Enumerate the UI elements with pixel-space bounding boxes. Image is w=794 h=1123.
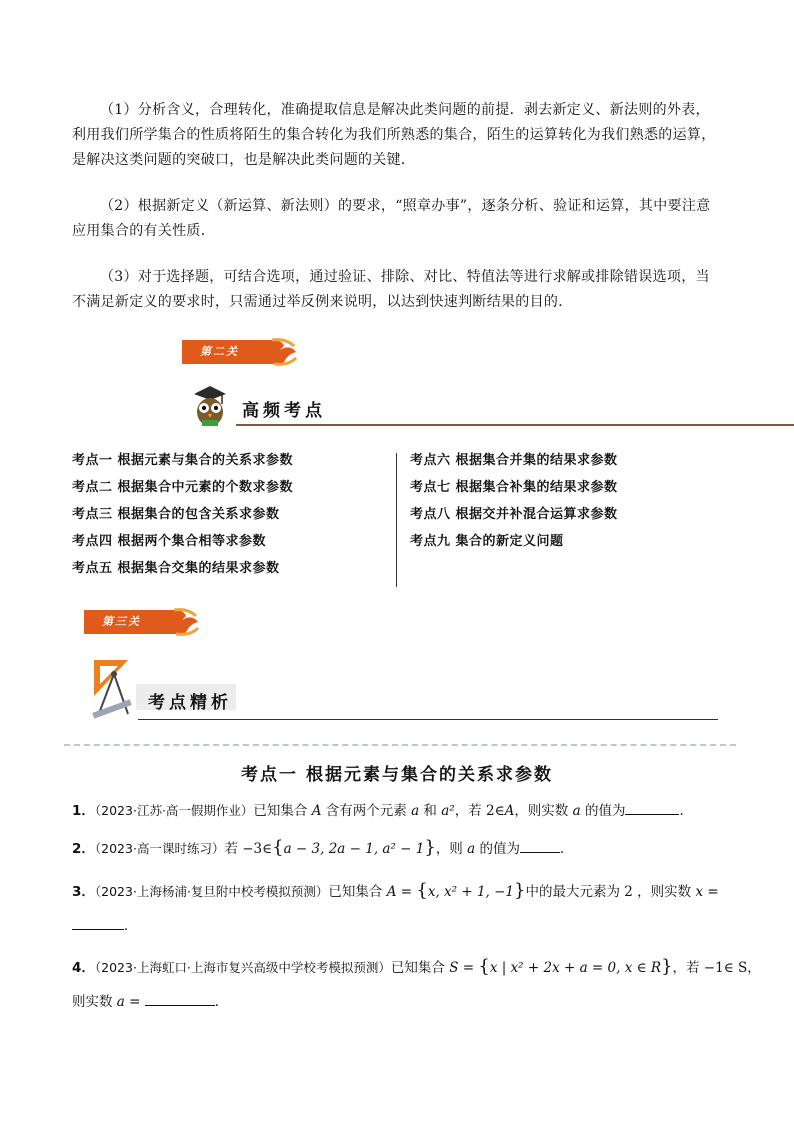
topic-item[interactable]: 考点五 根据集合交集的结果求参数 xyxy=(72,561,280,576)
math-var: a xyxy=(411,803,420,819)
question-text: ． xyxy=(124,918,138,934)
section-title: 考点精析 xyxy=(148,693,232,713)
question-text: 则实数 xyxy=(72,994,117,1010)
math-var: a = xyxy=(116,994,141,1010)
question-text: 已知集合 xyxy=(253,803,312,819)
ribbon-level-3 xyxy=(82,606,202,642)
section-underline xyxy=(236,424,794,426)
question-text: 的值为 xyxy=(475,841,520,857)
ruler-compass-icon xyxy=(88,656,138,720)
question-2: 2．（2023·高一课时练习）若 −3∈{a − 3, 2a − 1, a² − 1}，则 a 的值为 ． xyxy=(72,837,574,858)
topic-item[interactable]: 考点四 根据两个集合相等求参数 xyxy=(72,534,267,549)
ribbon-label: 第三关 xyxy=(102,615,141,628)
ribbon-level-2 xyxy=(180,336,300,372)
question-4: 4．（2023·上海虹口·上海市复兴高级中学校考模拟预测）已知集合 S = {x | x² + 2x + a = 0, x ∈ R}，若 −1∈ S， xyxy=(72,956,761,977)
question-text: 中的最大元素为 2 ，则实数 xyxy=(525,884,696,900)
math-var: x = xyxy=(695,884,719,900)
question-1 xyxy=(72,799,732,823)
section-underline xyxy=(138,719,718,720)
question-text: ，则实数 xyxy=(514,803,573,819)
method-paragraph-1: （1）分析含义，合理转化，准确提取信息是解决此类问题的前提．剥去新定义、新法则的外表，利用我们所学集合的性质将陌生的集合转化为我们所熟悉的集合，陌生的运算转化为我们熟悉的运算，是解决这类问题的突破口，也是解决此类问题的关键． xyxy=(72,102,716,168)
answer-blank[interactable] xyxy=(625,800,679,815)
dashed-separator xyxy=(64,744,736,746)
math-set: a − 3, 2a − 1, a² − 1 xyxy=(283,841,425,857)
math-var: a² xyxy=(441,803,455,819)
method-paragraph-2: （2）根据新定义（新运算、新法则）的要求，“照章办事”，逐条分析、验证和运算，其中要注意应用集合的有关性质． xyxy=(72,198,711,239)
question-text: ，若 −1∈ S， xyxy=(672,960,761,976)
ribbon-banner-icon xyxy=(180,336,300,372)
question-text: ． xyxy=(214,994,229,1010)
math-var: A xyxy=(311,803,322,819)
topic-item[interactable]: 考点六 根据集合并集的结果求参数 xyxy=(410,453,618,468)
question-3: 3．（2023·上海杨浦·复旦附中校考模拟预测）已知集合 A = {x, x² + 1, −1}中的最大元素为 2 ，则实数 x = xyxy=(72,880,719,901)
section-header-gaopin xyxy=(186,384,794,434)
question-text: ． xyxy=(679,803,693,819)
topic-index-divider xyxy=(396,453,397,587)
topic-item[interactable]: 考点九 集合的新定义问题 xyxy=(410,534,564,549)
topic-item[interactable]: 考点三 根据集合的包含关系求参数 xyxy=(72,507,280,522)
question-source: （2023·高一课时练习） xyxy=(94,841,225,856)
question-text: 含有两个元素 xyxy=(321,803,412,819)
question-text: 已知集合 xyxy=(328,884,387,900)
topic-index-left xyxy=(72,447,293,582)
question-text: ． xyxy=(559,841,574,857)
question-number: 3． xyxy=(72,884,95,900)
question-3-line-2 xyxy=(72,914,732,938)
question-text: ，若 2∈ xyxy=(454,803,505,819)
math-var: a xyxy=(572,803,581,819)
math-var: A = xyxy=(386,884,417,900)
question-text: ，则 xyxy=(435,841,468,857)
question-number: 1． xyxy=(72,803,95,819)
math-set: x, x² + 1, −1 xyxy=(427,884,515,900)
question-number: 4． xyxy=(72,960,95,976)
question-text: 的值为 xyxy=(580,803,626,819)
section-header-jingxi xyxy=(88,656,718,722)
question-text: 已知集合 xyxy=(390,960,450,976)
topic-index xyxy=(72,447,692,587)
answer-blank[interactable] xyxy=(520,838,560,853)
math-var: S = xyxy=(449,960,479,976)
ribbon-label: 第二关 xyxy=(200,345,239,358)
owl-graduate-icon xyxy=(190,384,230,430)
math-set: x | x² + 2x + a = 0, x ∈ R xyxy=(489,960,662,976)
topic-heading: 考点一 根据元素与集合的关系求参数 xyxy=(241,765,553,785)
question-text: 和 xyxy=(419,803,442,819)
ribbon-banner-icon xyxy=(82,606,202,642)
question-4-line-2 xyxy=(72,990,732,1014)
topic-item[interactable]: 考点一 根据元素与集合的关系求参数 xyxy=(72,453,294,468)
question-source: （2023·上海杨浦·复旦附中校考模拟预测） xyxy=(94,884,329,899)
math-var: A xyxy=(504,803,515,819)
answer-blank[interactable] xyxy=(72,915,124,930)
topic-item[interactable]: 考点二 根据集合中元素的个数求参数 xyxy=(72,480,294,495)
topic-item[interactable]: 考点八 根据交并补混合运算求参数 xyxy=(410,507,618,522)
question-source: （2023·江苏·高一假期作业） xyxy=(94,803,254,818)
question-number: 2． xyxy=(72,841,95,857)
topic-item[interactable]: 考点七 根据集合补集的结果求参数 xyxy=(410,480,618,495)
answer-blank[interactable] xyxy=(145,991,215,1006)
section-title: 高频考点 xyxy=(242,401,326,421)
question-source: （2023·上海虹口·上海市复兴高级中学校考模拟预测） xyxy=(94,960,391,975)
math-var: a xyxy=(467,841,476,857)
question-text: 若 −3∈ xyxy=(224,841,273,857)
method-paragraph-3: （3）对于选择题，可结合选项，通过验证、排除、对比、特值法等进行求解或排除错误选项，当不满足新定义的要求时，只需通过举反例来说明，以达到快速判断结果的目的． xyxy=(72,269,710,310)
topic-index-right xyxy=(410,447,618,555)
